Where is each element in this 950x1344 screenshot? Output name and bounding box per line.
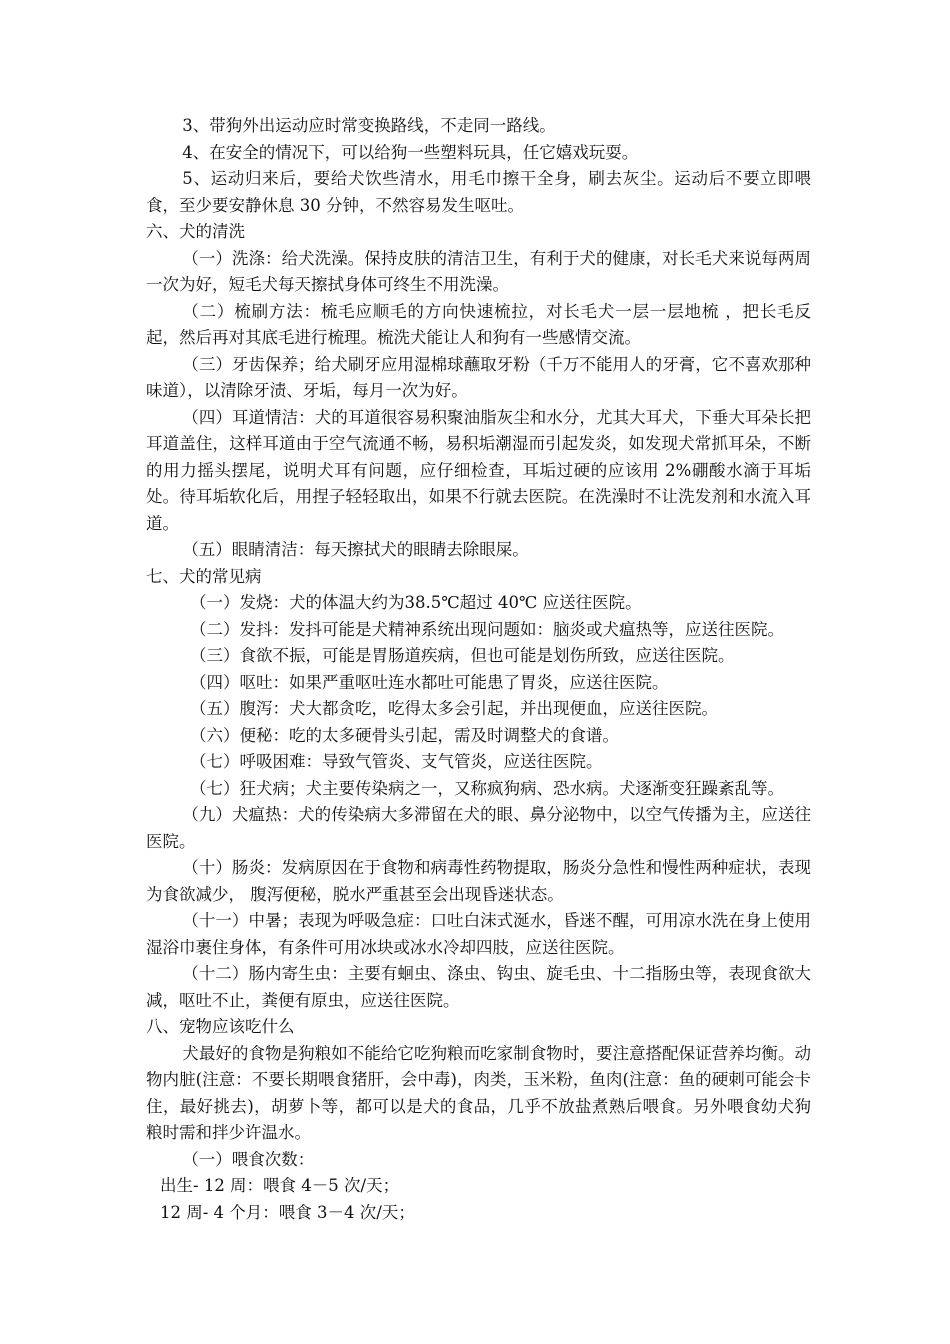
section-heading-cleaning: 六、犬的清洗 [146,222,245,241]
disease-item-diarrhea: （五）腹泻：犬大都贪吃，吃得太多会引起，并出现便血，应送往医院。 [190,699,718,718]
disease-item-breathing: （七）呼吸困难：导致气管炎、支气管炎，应送往医院。 [190,752,603,771]
paragraph-route: 3、带狗外出运动应时常变换路线，不走同一路线。 [182,116,556,135]
section-heading-food: 八、宠物应该吃什么 [146,1017,295,1036]
disease-item-appetite: （三）食欲不振，可能是胃肠道疾病，但也可能是划伤所致，应送往医院。 [190,646,735,665]
disease-item-shivering: （二）发抖：发抖可能是犬精神系统出现问题如：脑炎或犬瘟热等，应送往医院。 [190,619,784,639]
disease-item-fever: （一）发烧：犬的体温大约为38.5℃超过 40℃ 应送往医院。 [190,593,642,612]
document-body [146,113,811,1226]
paragraph-after-exercise: 5、运动归来后，要给犬饮些清水，用毛巾擦干全身，刷去灰尘。运动后不要立即喂食，至少要安静休息 30 分钟，不然容易发生呕吐。 [146,169,811,215]
disease-item-distemper: （九）犬瘟热：犬的传染病大多滞留在犬的眼、鼻分泌物中，以空气传播为主，应送往医院。 [146,805,811,851]
food-paragraph: 犬最好的食物是狗粮如不能给它吃狗粮而吃家制食物时，要注意搭配保证营养均衡。动物内脏(注意：不要长期喂食猪肝，会中毒)，肉类，玉米粉，鱼肉(注意：鱼的硬刺可能会卡住，最好挑去)，胡萝卜等，都可以是犬的食品，几乎不放盐煮熟后喂食。另外喂食幼犬狗粮时需和拌少许温水。 [146,1043,811,1142]
cleaning-item-bathing: （一）洗涤：给犬洗澡。保持皮肤的清洁卫生，有利于犬的健康，对长毛犬来说每两周一次为好，短毛犬每天擦拭身体可终生不用洗澡。 [146,248,811,294]
disease-item-heatstroke: （十一）中暑；表现为呼吸急症：口吐白沫式涎水，昏迷不醒，可用凉水洗在身上使用湿浴巾裹住身体，有条件可用冰块或冰水冷却四肢，应送往医院。 [146,911,811,957]
section-heading-diseases: 七、犬的常见病 [146,566,262,586]
disease-item-enteritis: （十）肠炎：发病原因在于食物和病毒性药物提取，肠炎分急性和慢性两种症状，表现为食欲减少， 腹泻便秘，脱水严重甚至会出现昏迷状态。 [146,858,811,904]
cleaning-item-teeth: （三）牙齿保养；给犬刷牙应用湿棉球蘸取牙粉（千万不能用人的牙膏，它不喜欢那种味道），以清除牙渍、牙垢，每月一次为好。 [146,354,811,400]
disease-item-rabies: （七）狂犬病；犬主要传染病之一，又称疯狗病、恐水病。犬逐渐变狂躁紊乱等。 [190,778,784,798]
cleaning-item-ears: （四）耳道情洁：犬的耳道很容易积聚油脂灰尘和水分，尤其大耳犬，下垂大耳朵长把耳道盖住，这样耳道由于空气流通不畅，易积垢潮湿而引起发炎，如发现犬常抓耳朵，不断的用力摇头摆尾，说明犬耳有问题，应仔细检查，耳垢过硬的应该用 2%硼酸水滴于耳垢处。待耳垢软化后，用捏子轻轻取出，如果不行就去医院。在洗澡时不让洗发剂和水流入耳道。 [146,407,811,533]
paragraph-toys: 4、在安全的情况下，可以给狗一些塑料玩具，任它嬉戏玩耍。 [182,142,639,162]
cleaning-item-eyes: （五）眼睛清洁：每天擦拭犬的眼睛去除眼屎。 [182,540,529,559]
feeding-schedule-row: 出生- 12 周：喂食 4－5 次/天； [160,1176,400,1195]
disease-item-parasites: （十二）肠内寄生虫：主要有蛔虫、涤虫、钩虫、旋毛虫、十二指肠虫等，表现食欲大减，呕吐不止，粪便有原虫，应送往医院。 [146,964,811,1010]
cleaning-item-brushing: （二）梳刷方法：梳毛应顺毛的方向快速梳拉，对长毛犬一层一层地梳 ，把长毛反起，然后再对其底毛进行梳理。梳洗犬能让人和狗有一些感情交流。 [146,301,811,347]
feeding-schedule-row: 12 周- 4 个月：喂食 3－4 次/天； [160,1202,415,1222]
disease-item-constipation: （六）便秘：吃的太多硬骨头引起，需及时调整犬的食谱。 [190,725,619,745]
disease-item-vomiting: （四）呕吐：如果严重呕吐连水都吐可能患了胃炎，应送往医院。 [190,672,669,692]
feeding-frequency-heading: （一）喂食次数： [182,1149,315,1169]
